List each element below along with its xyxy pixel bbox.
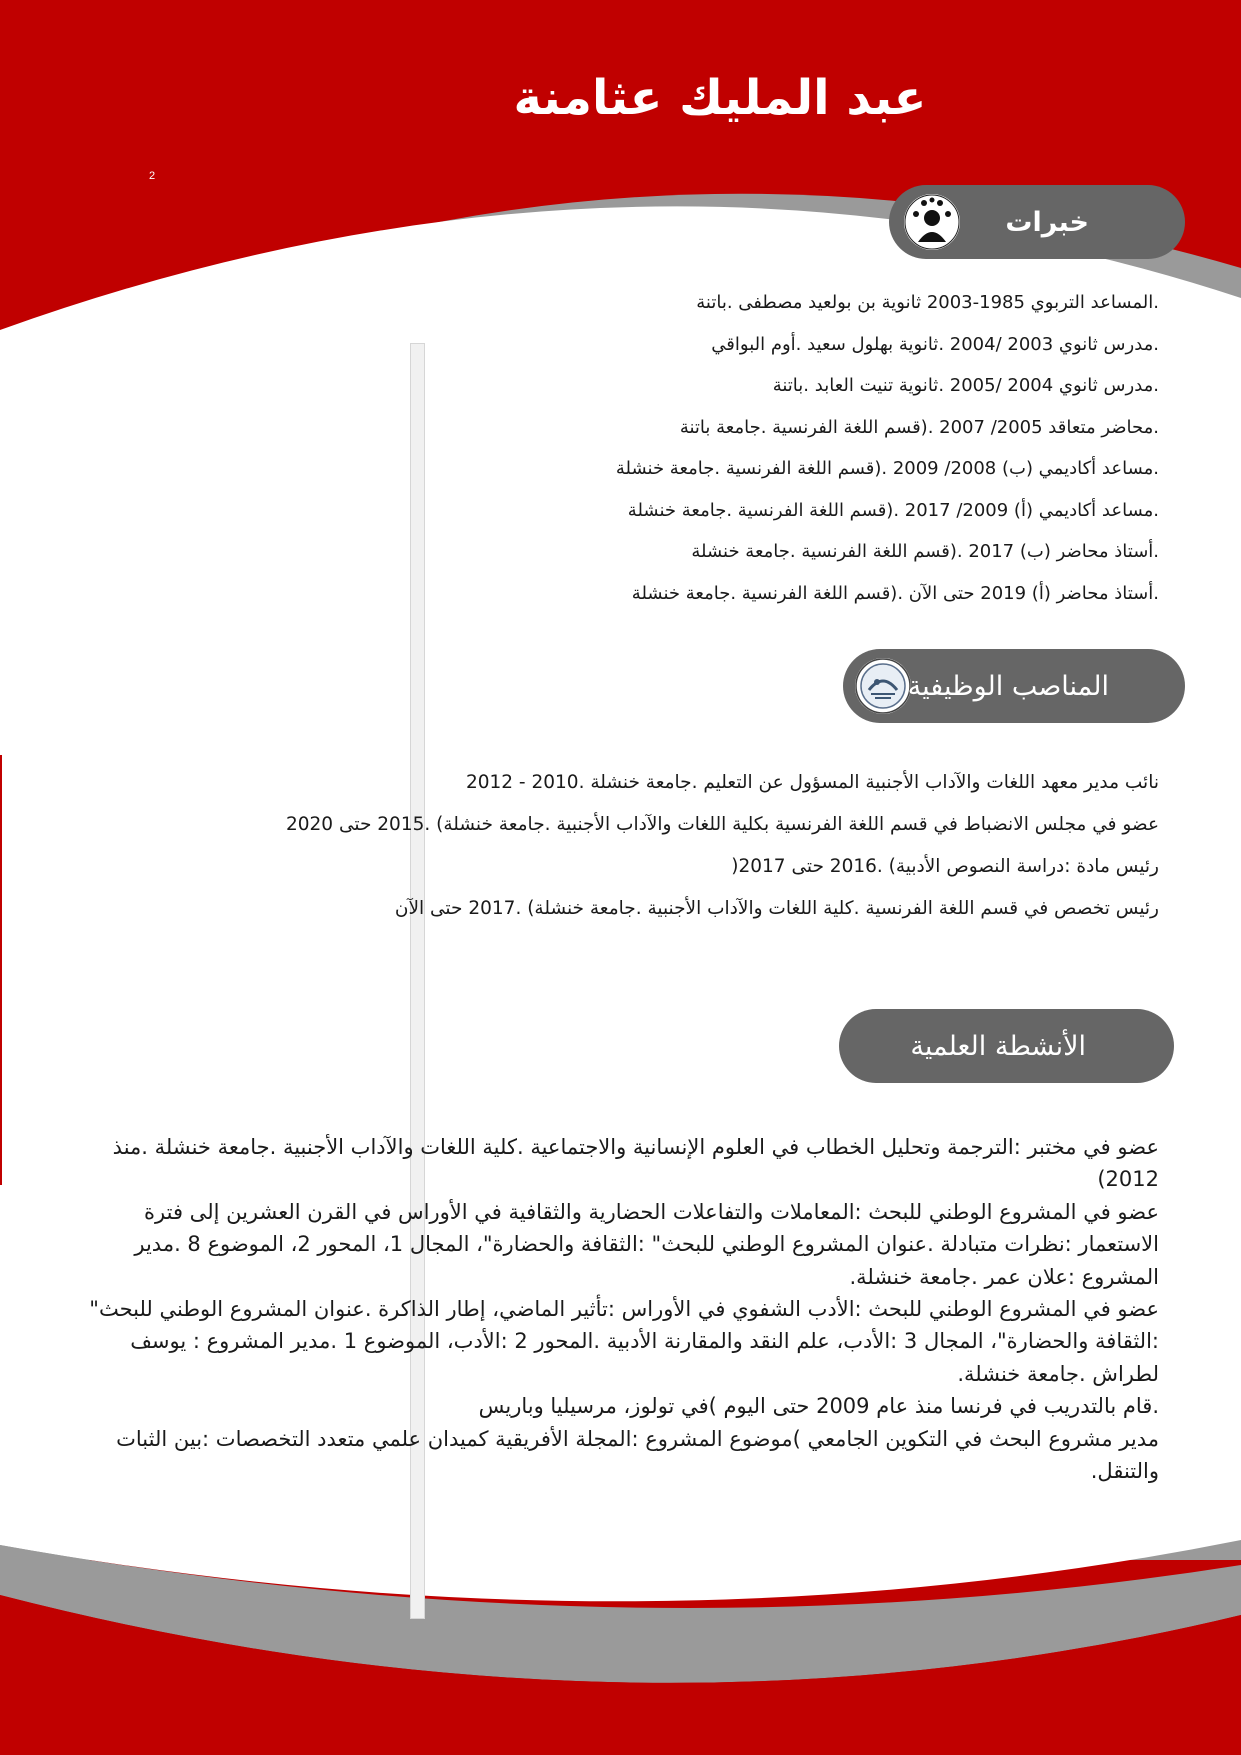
emblem-icon — [855, 658, 911, 714]
section-title-experience: خبرات — [1005, 206, 1089, 238]
activity-paragraph: عضو في مختبر :الترجمة وتحليل الخطاب في العلوم الإنسانية والاجتماعية .كلية اللغات والآداب الأجنبية .جامعة خنشلة .منذ 2012) — [112, 1135, 1159, 1192]
activity-paragraph: عضو في المشروع الوطني للبحث :الأدب الشفوي في الأوراس :تأثير الماضي، إطار الذاكرة .عنوان المشروع الوطني للبحث" :الثقافة والحضارة"، المجال 3 :الأدب، علم النقد والمقارنة الأدبية .المحور 2 :الأدب، الموضوع 1 .مدير المشروع : يوسف لطراش .جامعة خنشلة. — [89, 1297, 1159, 1386]
list-item: .مدرس ثانوي 2004 /2005 .ثانوية تنيت العابد .باتنة — [772, 375, 1159, 396]
experience-list — [459, 282, 1159, 614]
list-item: .محاضر متعاقد 2005/ 2007 .(قسم اللغة الفرنسية .جامعة باتنة — [679, 416, 1159, 438]
list-item: .مدرس ثانوي 2003 /2004 .ثانوية بهلول سعيد .أوم البواقي — [711, 333, 1159, 355]
people-silhouette-icon — [904, 194, 960, 250]
section-header-positions — [843, 649, 1185, 723]
list-item: .مساعد أكاديمي (ب) 2008/ 2009 .(قسم اللغة الفرنسية .جامعة خنشلة — [615, 458, 1159, 479]
list-item: .أستاذ محاضر (ب) 2017 .(قسم اللغة الفرنسية .جامعة خنشلة — [691, 541, 1159, 562]
list-item: رئيس تخصص في قسم اللغة الفرنسية .كلية اللغات والآداب الأجنبية .جامعة خنشلة) .2017 حتى الآن — [394, 898, 1159, 919]
section-title-activities: الأنشطة العلمية — [910, 1030, 1086, 1062]
list-item: نائب مدير معهد اللغات والآداب الأجنبية المسؤول عن التعليم .جامعة خنشلة .2010 - 2012 — [465, 772, 1159, 793]
activities-text — [79, 1131, 1159, 1487]
person-name: عبد المليك عثامنة — [513, 70, 927, 126]
positions-list — [279, 762, 1159, 930]
activity-paragraph: عضو في المشروع الوطني للبحث :المعاملات والتفاعلات الحضارية والثقافية في الأوراس في القرن العشرين إلى فترة الاستعمار :نظرات متبادلة .عنوان المشروع الوطني للبحث" :الثقافة والحضارة"، المجال 1، المحور 2، الموضوع 8 .مدير المشروع :علان عمر .جامعة خنشلة. — [134, 1199, 1159, 1289]
activity-paragraph: .قام بالتدريب في فرنسا منذ عام 2009 حتى اليوم )في تولوز، مرسيليا وباريس — [478, 1394, 1159, 1419]
list-item: .مساعد أكاديمي (أ) 2009/ 2017 .(قسم اللغة الفرنسية .جامعة خنشلة — [627, 499, 1159, 521]
section-header-experience — [889, 185, 1185, 259]
left-edge-line — [0, 755, 2, 1185]
list-item: .المساعد التربوي 1985-2003 ثانوية بن بولعيد مصطفى .باتنة — [696, 292, 1159, 313]
page-number: 2 — [149, 170, 156, 182]
list-item: .أستاذ محاضر (أ) 2019 حتى الآن .(قسم اللغة الفرنسية .جامعة خنشلة — [631, 582, 1159, 604]
section-title-positions: المناصب الوظيفية — [907, 670, 1109, 702]
activity-paragraph: مدير مشروع البحث في التكوين الجامعي )موضوع المشروع :المجلة الأفريقية كميدان علمي متعدد التخصصات :بين الثبات والتنقل. — [116, 1426, 1159, 1484]
list-item: رئيس مادة :دراسة النصوص الأدبية) .2016 حتى 2017( — [731, 856, 1159, 877]
section-header-activities — [839, 1009, 1174, 1083]
list-item: عضو في مجلس الانضباط في قسم اللغة الفرنسية بكلية اللغات والآداب الأجنبية .جامعة خنشلة) .2015 حتى 2020 — [285, 814, 1159, 835]
